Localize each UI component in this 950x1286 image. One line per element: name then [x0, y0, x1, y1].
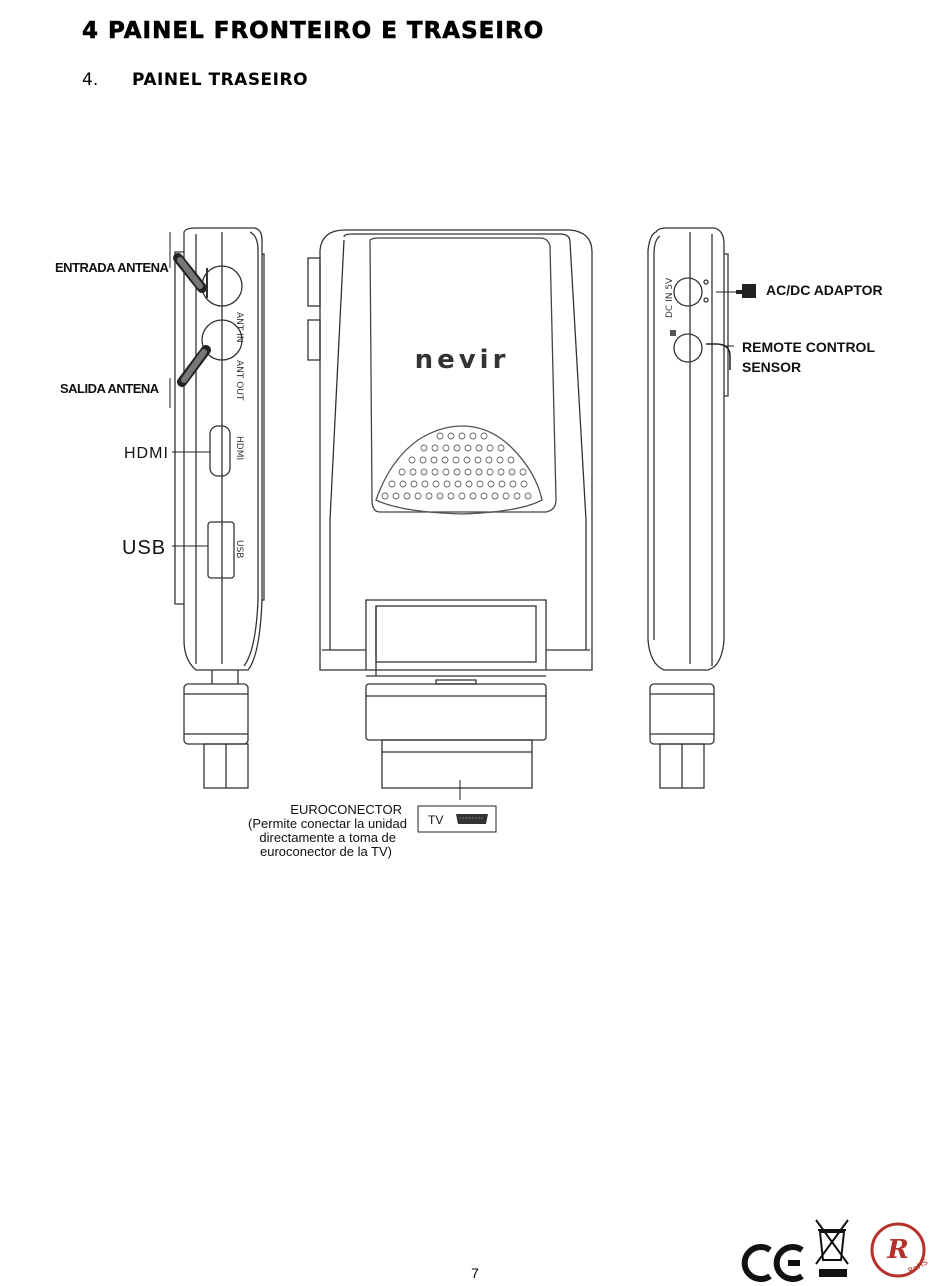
hdmi-label: HDMI — [124, 445, 169, 462]
section-title: 4 PAINEL FRONTEIRO E TRASEIRO — [82, 18, 545, 44]
compliance-logos — [740, 1212, 940, 1282]
tv-label: TV — [428, 813, 444, 827]
speaker-grille — [382, 433, 531, 499]
antenna-in-cable — [178, 258, 202, 288]
ac-dc-adaptor-label: AC/DC ADAPTOR — [766, 282, 883, 298]
euroconector-desc-2: directamente a toma de — [259, 830, 396, 845]
weee-bin-icon — [816, 1220, 848, 1276]
scart-icon — [456, 814, 488, 824]
euroconector-label: EUROCONECTOR — [290, 802, 402, 817]
svg-text:R: R — [887, 1235, 909, 1265]
usb-port-label: USB — [234, 540, 244, 559]
brand-logo: nevir — [414, 345, 510, 375]
subsection-title: PAINEL TRASEIRO — [132, 70, 309, 90]
dc-in-label: DC IN 5V — [665, 277, 675, 318]
remote-control-label: REMOTE CONTROL — [742, 339, 875, 355]
remote-sensor — [674, 334, 702, 362]
subsection-number: 4. — [82, 70, 99, 90]
page-number: 7 — [471, 1265, 479, 1281]
remote-sensor-marker — [706, 344, 730, 370]
dc-in-port — [674, 278, 702, 306]
euroconector-desc-3: euroconector de la TV) — [260, 844, 392, 859]
rohs-logo — [872, 1224, 929, 1276]
ant-out-label: ANT OUT — [234, 360, 244, 401]
usb-port — [208, 522, 234, 578]
antenna-out-cable — [182, 350, 206, 382]
usb-label: USB — [122, 537, 167, 559]
salida-antena-label: SALIDA ANTENA — [60, 381, 159, 396]
left-side-view — [175, 228, 264, 788]
ant-in-label: ANT IN — [234, 312, 244, 343]
tv-scart-box — [418, 806, 496, 832]
dc-plug-icon — [736, 284, 756, 298]
entrada-antena-label: ENTRADA ANTENA — [55, 260, 169, 275]
callout-lines — [170, 232, 738, 800]
svg-text:RoHS: RoHS — [906, 1257, 930, 1276]
ce-mark-icon — [745, 1247, 802, 1279]
sensor-label: SENSOR — [742, 359, 802, 375]
hdmi-port-label: HDMI — [234, 436, 244, 461]
right-side-view — [648, 228, 728, 788]
euroconector-desc-1: (Permite conectar la unidad — [248, 816, 407, 831]
hdmi-port — [210, 426, 230, 476]
center-front-view — [308, 230, 592, 788]
